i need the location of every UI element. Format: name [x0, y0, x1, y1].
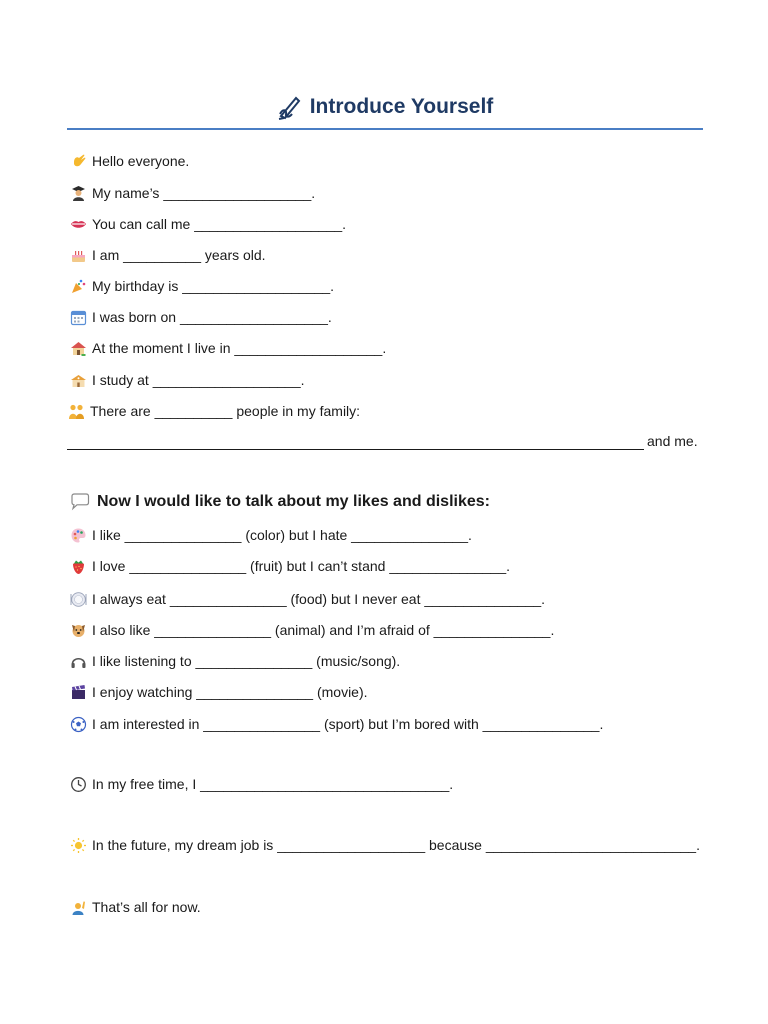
- writing-hand-icon: [277, 94, 303, 120]
- intro-line-text: I study at ___________________.: [92, 372, 305, 388]
- intro-line-text: My birthday is ___________________.: [92, 278, 335, 294]
- intro-line-school: [70, 371, 305, 389]
- intro-line-name: [70, 184, 315, 202]
- likes-line-sport: [70, 715, 603, 733]
- family-line-end: and me.: [647, 433, 698, 449]
- person-raising-hand-icon: [70, 899, 87, 916]
- sun-icon: [70, 837, 87, 854]
- school-icon: [70, 372, 87, 389]
- section-heading-text: Now I would like to talk about my likes and dislikes:: [97, 493, 490, 510]
- page-title-text: Introduce Yourself: [309, 95, 494, 118]
- likes-line-text: I am interested in _______________ (sport) but I’m bored with _______________.: [92, 716, 604, 732]
- likes-line-text: I enjoy watching _______________ (movie).: [92, 684, 368, 700]
- intro-line-text: There are __________ people in my family:: [90, 403, 361, 419]
- page-title: [277, 94, 494, 120]
- free-time-line: [70, 775, 453, 793]
- likes-line-fruit: [70, 557, 510, 575]
- closing-line: [70, 898, 201, 916]
- intro-line-home: [70, 339, 386, 357]
- title-bar: [67, 94, 703, 130]
- intro-line-age: [70, 246, 266, 264]
- intro-line-text: At the moment I live in ___________________.: [92, 340, 387, 356]
- intro-line-greeting: [70, 152, 189, 170]
- likes-line-text: I love _______________ (fruit) but I can’t stand _______________.: [92, 558, 510, 574]
- likes-line-food: [70, 590, 545, 608]
- intro-line-birthday: [70, 277, 334, 295]
- house-icon: [70, 340, 87, 357]
- likes-line-music: [70, 652, 400, 670]
- closing-text: That’s all for now.: [92, 899, 201, 915]
- free-time-text: In my free time, I ________________________________.: [92, 776, 454, 792]
- title-divider: [67, 128, 703, 130]
- intro-line-text: My name’s ___________________.: [92, 185, 316, 201]
- likes-line-movie: [70, 683, 368, 701]
- headphones-icon: [70, 653, 87, 670]
- likes-line-animal: [70, 621, 554, 639]
- intro-line-family: [68, 402, 360, 420]
- calendar-icon: [70, 309, 87, 326]
- birthday-cake-icon: [70, 247, 87, 264]
- family-icon: [68, 403, 85, 420]
- party-popper-icon: [70, 278, 87, 295]
- likes-line-text: I also like _______________ (animal) and I’m afraid of _______________.: [92, 622, 555, 638]
- speech-bubble-icon: [70, 493, 90, 511]
- plate-icon: [70, 591, 87, 608]
- likes-line-text: I always eat _______________ (food) but I never eat _______________.: [92, 591, 546, 607]
- intro-line-born: [70, 308, 332, 326]
- intro-line-nickname: [70, 215, 346, 233]
- lips-icon: [70, 216, 87, 233]
- graduate-icon: [70, 185, 87, 202]
- intro-line-text: Hello everyone.: [92, 153, 190, 169]
- intro-line-text: You can call me ___________________.: [92, 216, 347, 232]
- family-fill-line: [67, 432, 703, 450]
- intro-line-text: I am __________ years old.: [92, 247, 266, 263]
- future-text: In the future, my dream job is ___________________ because ___________________________.: [92, 837, 700, 853]
- soccer-ball-icon: [70, 716, 87, 733]
- likes-line-color: [70, 526, 472, 544]
- likes-line-text: I like listening to _______________ (music/song).: [92, 653, 401, 669]
- intro-line-text: I was born on ___________________.: [92, 309, 332, 325]
- waving-hand-icon: [70, 153, 87, 170]
- dog-icon: [70, 622, 87, 639]
- palette-icon: [70, 527, 87, 544]
- likes-line-text: I like _______________ (color) but I hate _______________.: [92, 527, 472, 543]
- clock-icon: [70, 776, 87, 793]
- family-members-blank[interactable]: [67, 435, 644, 450]
- clapperboard-icon: [70, 684, 87, 701]
- strawberry-icon: [70, 558, 87, 575]
- section-heading: [70, 493, 490, 511]
- future-line: [70, 836, 700, 854]
